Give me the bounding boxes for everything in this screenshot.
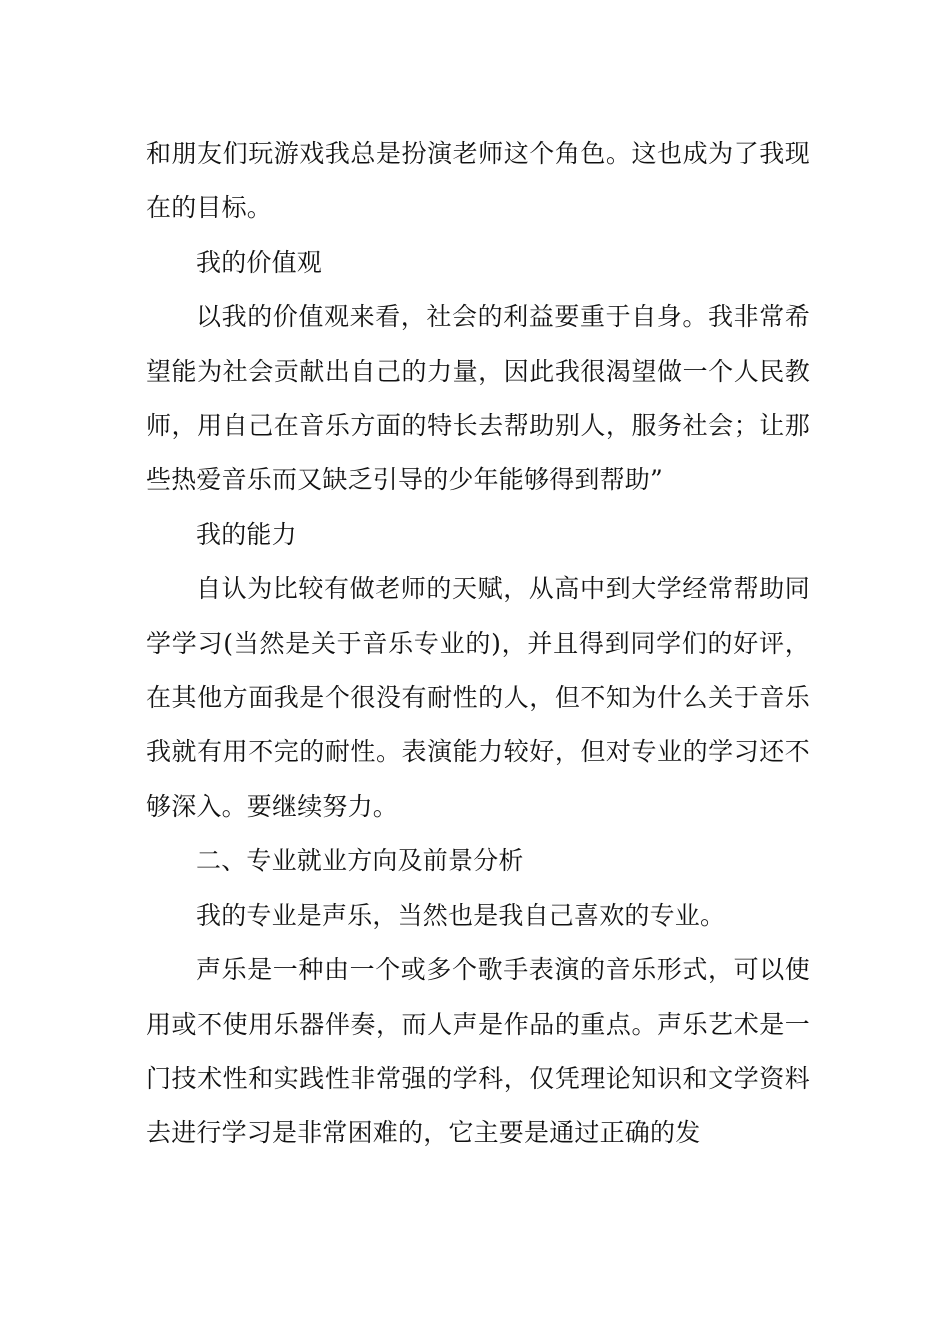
- document-body: [146, 127, 810, 1161]
- paragraph-major: 我的专业是声乐，当然也是我自己喜欢的专业。: [196, 900, 726, 930]
- section-heading-values: 我的价值观: [196, 247, 323, 277]
- section-heading-ability: 我的能力: [196, 519, 297, 549]
- paragraph-1: 和朋友们玩游戏我总是扮演老师这个角色。这也成为了我现在的目标。: [146, 139, 810, 223]
- paragraph-ability: 自认为比较有做老师的天赋，从高中到大学经常帮助同学学习(当然是关于音乐专业的)，并且得到同学们的好评，在其他方面我是个很没有耐性的人，但不知为什么关于音乐我就有用不完的耐性。表演能力较好，但对专业的学习还不够深入。要继续努力。: [146, 574, 810, 821]
- paragraph-values: 以我的价值观来看，社会的利益要重于自身。我非常希望能为社会贡献出自己的力量，因此我很渴望做一个人民教师，用自己在音乐方面的特长去帮助别人，服务社会；让那些热爱音乐而又缺乏引导的少年能够得到帮助”: [146, 302, 810, 495]
- section-heading-major-outlook: 二、专业就业方向及前景分析: [196, 846, 524, 876]
- paragraph-vocal-music: 声乐是一种由一个或多个歌手表演的音乐形式，可以使用或不使用乐器伴奏，而人声是作品的重点。声乐艺术是一门技术性和实践性非常强的学科，仅凭理论知识和文学资料去进行学习是非常困难的，它主要是通过正确的发: [146, 955, 810, 1148]
